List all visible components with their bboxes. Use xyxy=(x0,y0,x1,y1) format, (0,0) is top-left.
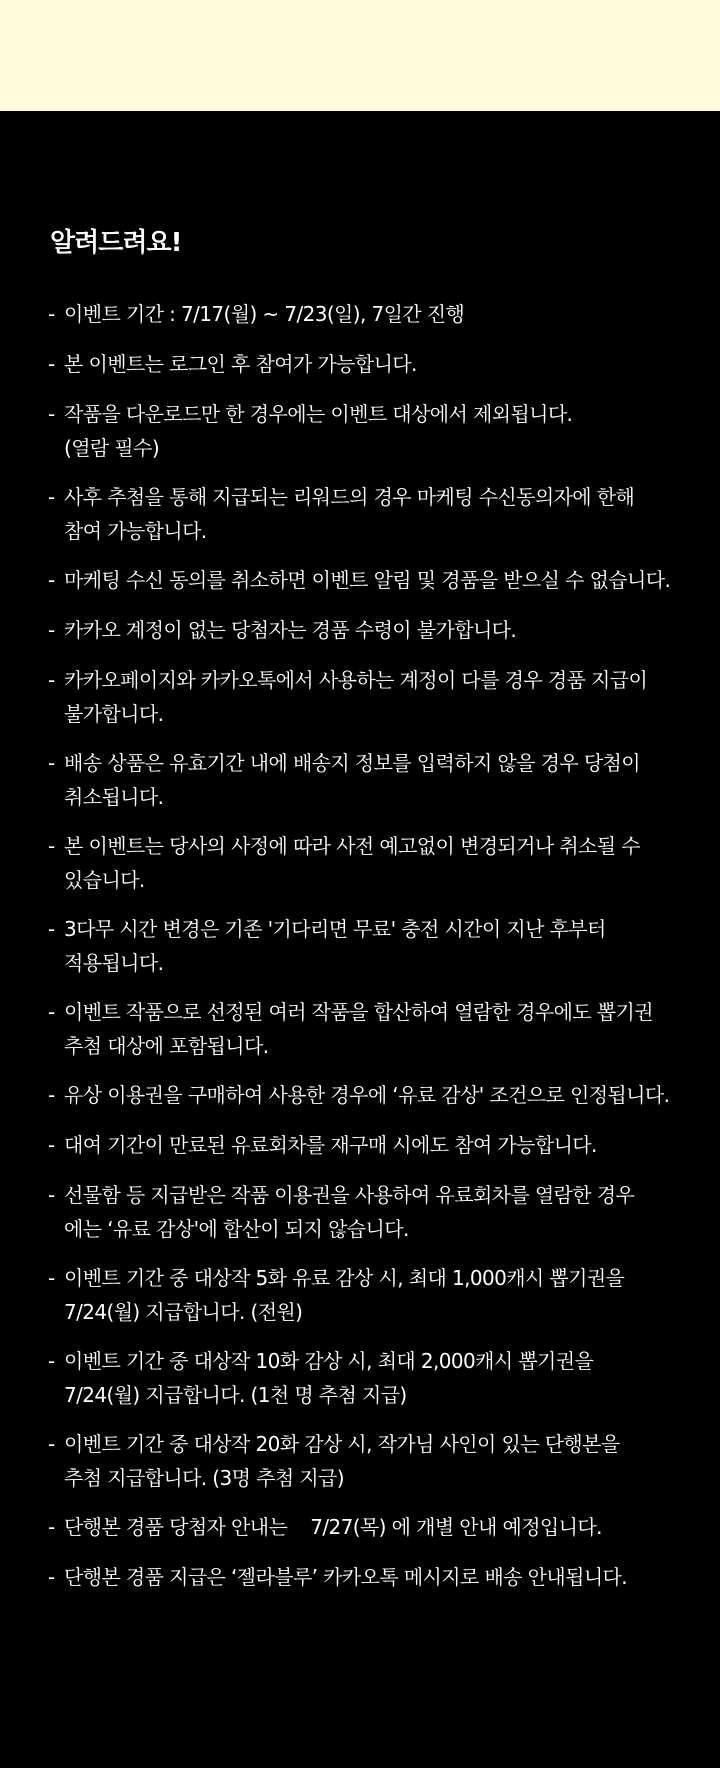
notice-line: - 배송 상품은 유효기간 내에 배송지 정보를 입력하지 않을 경우 당첨이 xyxy=(64,751,640,775)
notice-line: - 이벤트 기간 중 대상작 20화 감상 시, 작가님 사인이 있는 단행본을 xyxy=(64,1432,620,1456)
notice-item xyxy=(48,829,688,897)
notice-line: - 마케팅 수신 동의를 취소하면 이벤트 알림 및 경품을 받으실 수 없습니다. xyxy=(64,568,671,592)
notice-item xyxy=(48,347,688,381)
top-banner xyxy=(0,0,720,111)
notice-item xyxy=(48,663,688,731)
notice-line: - 3다무 시간 변경은 기존 '기다리면 무료' 충전 시간이 지난 후부터 xyxy=(64,917,606,941)
notice-section xyxy=(0,111,720,1768)
notice-line: - 선물함 등 지급받은 작품 이용권을 사용하여 유료회차를 열람한 경우 xyxy=(64,1183,635,1207)
notice-list xyxy=(48,297,688,1610)
notice-line: - 본 이벤트는 당사의 사정에 따라 사전 예고없이 변경되거나 취소될 수 xyxy=(64,834,640,858)
notice-line: 참여 가능합니다. xyxy=(64,519,207,543)
notice-line: 추첨 대상에 포함됩니다. xyxy=(64,1034,269,1058)
notice-line: 불가합니다. xyxy=(64,702,164,726)
notice-line: - 사후 추첨을 통해 지급되는 리워드의 경우 마케팅 수신동의자에 한해 xyxy=(64,485,635,509)
notice-line: - 유상 이용권을 구매하여 사용한 경우에 ‘유료 감상' 조건으로 인정됩니다. xyxy=(64,1083,670,1107)
notice-line: 취소됩니다. xyxy=(64,785,164,809)
notice-line: - 이벤트 기간 중 대상작 10화 감상 시, 최대 2,000캐시 뽑기권을 xyxy=(64,1349,594,1373)
notice-item xyxy=(48,563,688,597)
notice-line: - 단행본 경품 지급은 ‘젤라블루’ 카카오톡 메시지로 배송 안내됩니다. xyxy=(64,1565,628,1589)
notice-item xyxy=(48,1510,688,1544)
notice-item xyxy=(48,912,688,980)
notice-line: 추첨 지급합니다. (3명 추첨 지급) xyxy=(64,1466,344,1490)
notice-item xyxy=(48,397,688,465)
notice-item xyxy=(48,1128,688,1162)
notice-title: 알려드려요! xyxy=(50,228,182,258)
notice-line: (열람 필수) xyxy=(64,436,160,460)
notice-item xyxy=(48,480,688,548)
notice-item xyxy=(48,297,688,331)
notice-line: - 본 이벤트는 로그인 후 참여가 가능합니다. xyxy=(64,352,417,376)
notice-line: 7/24(월) 지급합니다. (전원) xyxy=(64,1300,303,1324)
notice-item xyxy=(48,746,688,814)
notice-line: 에는 ‘유료 감상'에 합산이 되지 않습니다. xyxy=(64,1217,409,1241)
notice-line: - 이벤트 기간 중 대상작 5화 유료 감상 시, 최대 1,000캐시 뽑기권을 xyxy=(64,1266,625,1290)
notice-item xyxy=(48,1344,688,1412)
notice-line: - 카카오 계정이 없는 당첨자는 경품 수령이 불가합니다. xyxy=(64,618,517,642)
notice-line: - 작품을 다운로드만 한 경우에는 이벤트 대상에서 제외됩니다. xyxy=(64,402,573,426)
notice-item xyxy=(48,995,688,1063)
notice-item xyxy=(48,1427,688,1495)
notice-line: - 카카오페이지와 카카오톡에서 사용하는 계정이 다를 경우 경품 지급이 xyxy=(64,668,648,692)
notice-line: - 이벤트 작품으로 선정된 여러 작품을 합산하여 열람한 경우에도 뽑기권 xyxy=(64,1000,653,1024)
notice-item xyxy=(48,613,688,647)
notice-item xyxy=(48,1261,688,1329)
notice-item xyxy=(48,1078,688,1112)
notice-line: 7/24(월) 지급합니다. (1천 명 추첨 지급) xyxy=(64,1383,407,1407)
notice-line: - 이벤트 기간 : 7/17(월) ~ 7/23(일), 7일간 진행 xyxy=(64,302,465,326)
notice-line: - 단행본 경품 당첨자 안내는 7/27(목) 에 개별 안내 예정입니다. xyxy=(64,1515,602,1539)
notice-item xyxy=(48,1560,688,1594)
notice-line: - 대여 기간이 만료된 유료회차를 재구매 시에도 참여 가능합니다. xyxy=(64,1133,597,1157)
notice-item xyxy=(48,1178,688,1246)
notice-line: 적용됩니다. xyxy=(64,951,164,975)
notice-line: 있습니다. xyxy=(64,868,145,892)
